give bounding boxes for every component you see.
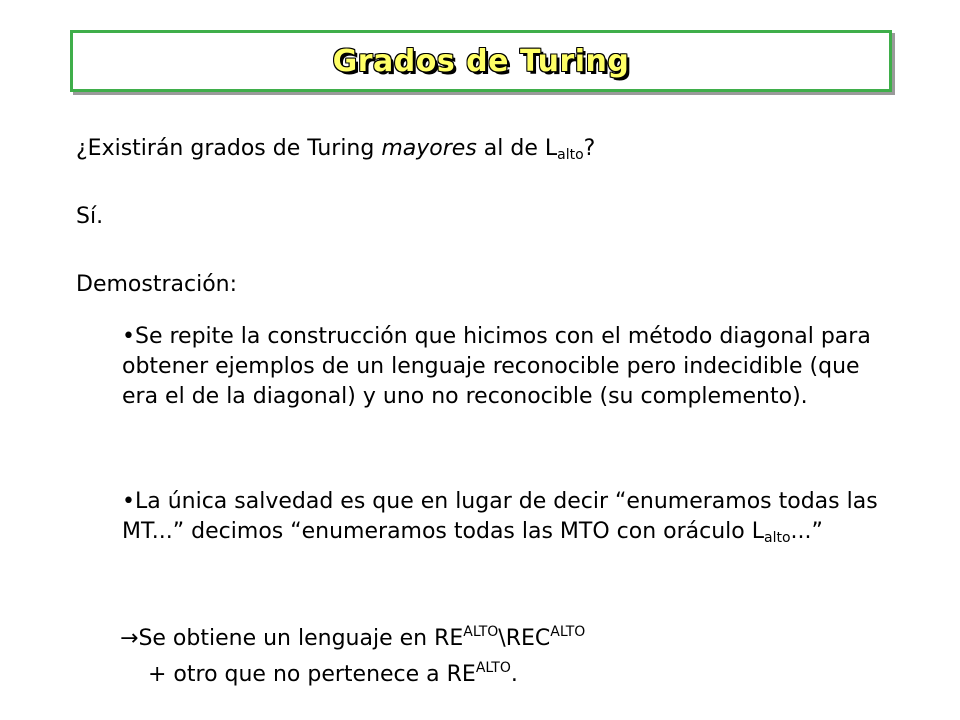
proof-label: Demostración: bbox=[76, 272, 238, 297]
question-prefix: ¿Existirán grados de Turing bbox=[76, 136, 382, 161]
conclusion-line2-suffix: . bbox=[510, 662, 518, 687]
conclusion-line2-sup: ALTO bbox=[475, 660, 511, 676]
bullet-text-after: ...” bbox=[790, 519, 823, 544]
question-emphasis: mayores bbox=[381, 136, 477, 161]
title-box bbox=[70, 30, 892, 92]
conclusion-middle: \REC bbox=[498, 626, 551, 651]
answer-line: Sí. bbox=[76, 204, 104, 229]
arrow-right-icon: → bbox=[120, 626, 139, 651]
question-middle: al de L bbox=[476, 136, 558, 161]
conclusion-line-1 bbox=[120, 624, 585, 654]
conclusion-sup-1: ALTO bbox=[463, 624, 499, 640]
conclusion-sup-2: ALTO bbox=[550, 624, 586, 640]
bullet-marker: • bbox=[122, 324, 135, 349]
bullet-marker: • bbox=[122, 489, 135, 514]
question-line bbox=[76, 134, 595, 164]
bullet-item-2 bbox=[122, 487, 902, 547]
conclusion-line2-prefix: + otro que no pertenece a RE bbox=[148, 662, 476, 687]
conclusion-line-2 bbox=[148, 660, 518, 690]
bullet-subscript: alto bbox=[764, 530, 791, 546]
conclusion-prefix: Se obtiene un lenguaje en RE bbox=[138, 626, 464, 651]
bullet-item-1 bbox=[122, 322, 902, 412]
bullet-text: Se repite la construcción que hicimos con el método diagonal para obtener ejemplos de un lenguaje reconocible pero indecidible (que era el de la diagonal) y uno no reconocible (su complemento). bbox=[122, 324, 871, 409]
question-suffix: ? bbox=[583, 136, 596, 161]
question-subscript: alto bbox=[557, 147, 584, 163]
page-title: Grados de Turing bbox=[332, 43, 630, 79]
bullet-text-before: La única salvedad es que en lugar de decir “enumeramos todas las MT...” decimos “enumeramos todas las MTO con oráculo L bbox=[122, 489, 878, 544]
